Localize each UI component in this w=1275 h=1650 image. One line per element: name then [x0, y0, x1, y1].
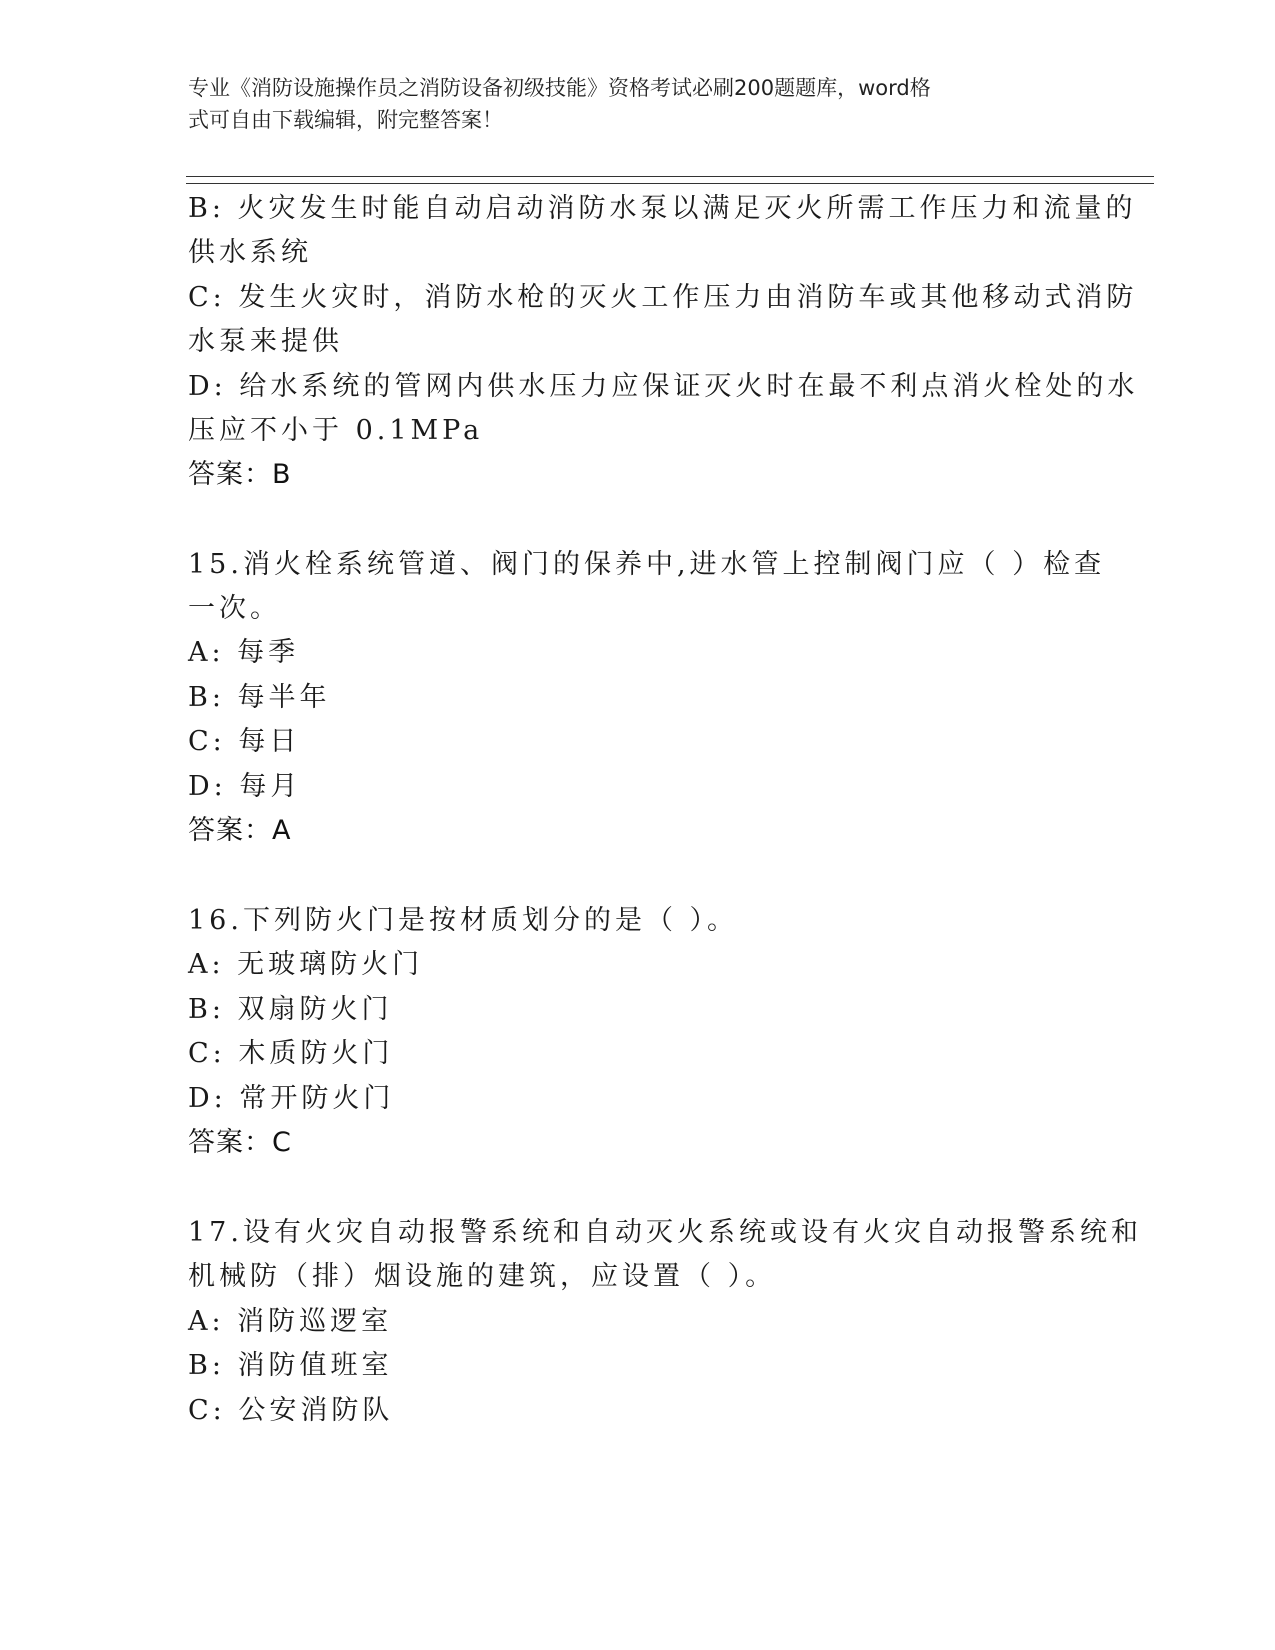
q17-option-b: B: 消防值班室: [188, 1350, 393, 1381]
q15-option-c: C: 每日: [188, 726, 301, 757]
header-line-2: 式可自由下载编辑，附完整答案！: [188, 108, 503, 132]
header-divider-bottom: [186, 183, 1154, 184]
header-divider-top: [186, 176, 1154, 177]
q16-option-b: B: 双扇防火门: [188, 994, 393, 1025]
prev-option-b-line-2: 供水系统: [188, 237, 312, 268]
prev-option-b-line-1: B: 火灾发生时能自动启动消防水泵以满足灭火所需工作压力和流量的: [188, 193, 1137, 224]
q16-option-c: C: 木质防火门: [188, 1038, 394, 1069]
q16-option-d: D: 常开防火门: [188, 1083, 395, 1114]
q17-option-a: A: 消防巡逻室: [188, 1306, 393, 1337]
q15-option-b: B: 每半年: [188, 682, 331, 713]
q15-answer: 答案：A: [188, 815, 292, 846]
q15-stem-line-1: 15.消火栓系统管道、阀门的保养中,进水管上控制阀门应（ ）检查: [188, 549, 1106, 580]
document-header: [188, 72, 1068, 136]
q17-stem-line-1: 17.设有火灾自动报警系统和自动灭火系统或设有火灾自动报警系统和: [188, 1217, 1142, 1248]
q16-answer: 答案：C: [188, 1127, 292, 1158]
prev-option-d-line-1: D: 给水系统的管网内供水压力应保证灭火时在最不利点消火栓处的水: [188, 371, 1139, 402]
q15-option-d: D: 每月: [188, 771, 302, 802]
header-line-1: 专业《消防设施操作员之消防设备初级技能》资格考试必刷200题题库，word格: [188, 76, 931, 100]
q16-stem-line-1: 16.下列防火门是按材质划分的是（ ）。: [188, 905, 739, 936]
prev-answer: 答案：B: [188, 459, 292, 490]
prev-option-d-line-2: 压应不小于 0.1MPa: [188, 415, 484, 446]
q17-stem-line-2: 机械防（排）烟设施的建筑，应设置（ ）。: [188, 1261, 777, 1292]
q15-stem-line-2: 一次。: [188, 593, 281, 624]
q16-option-a: A: 无玻璃防火门: [188, 949, 424, 980]
q15-option-a: A: 每季: [188, 637, 300, 668]
prev-option-c-line-2: 水泵来提供: [188, 326, 343, 357]
q17-option-c: C: 公安消防队: [188, 1395, 394, 1426]
prev-option-c-line-1: C: 发生火灾时，消防水枪的灭火工作压力由消防车或其他移动式消防: [188, 282, 1138, 313]
